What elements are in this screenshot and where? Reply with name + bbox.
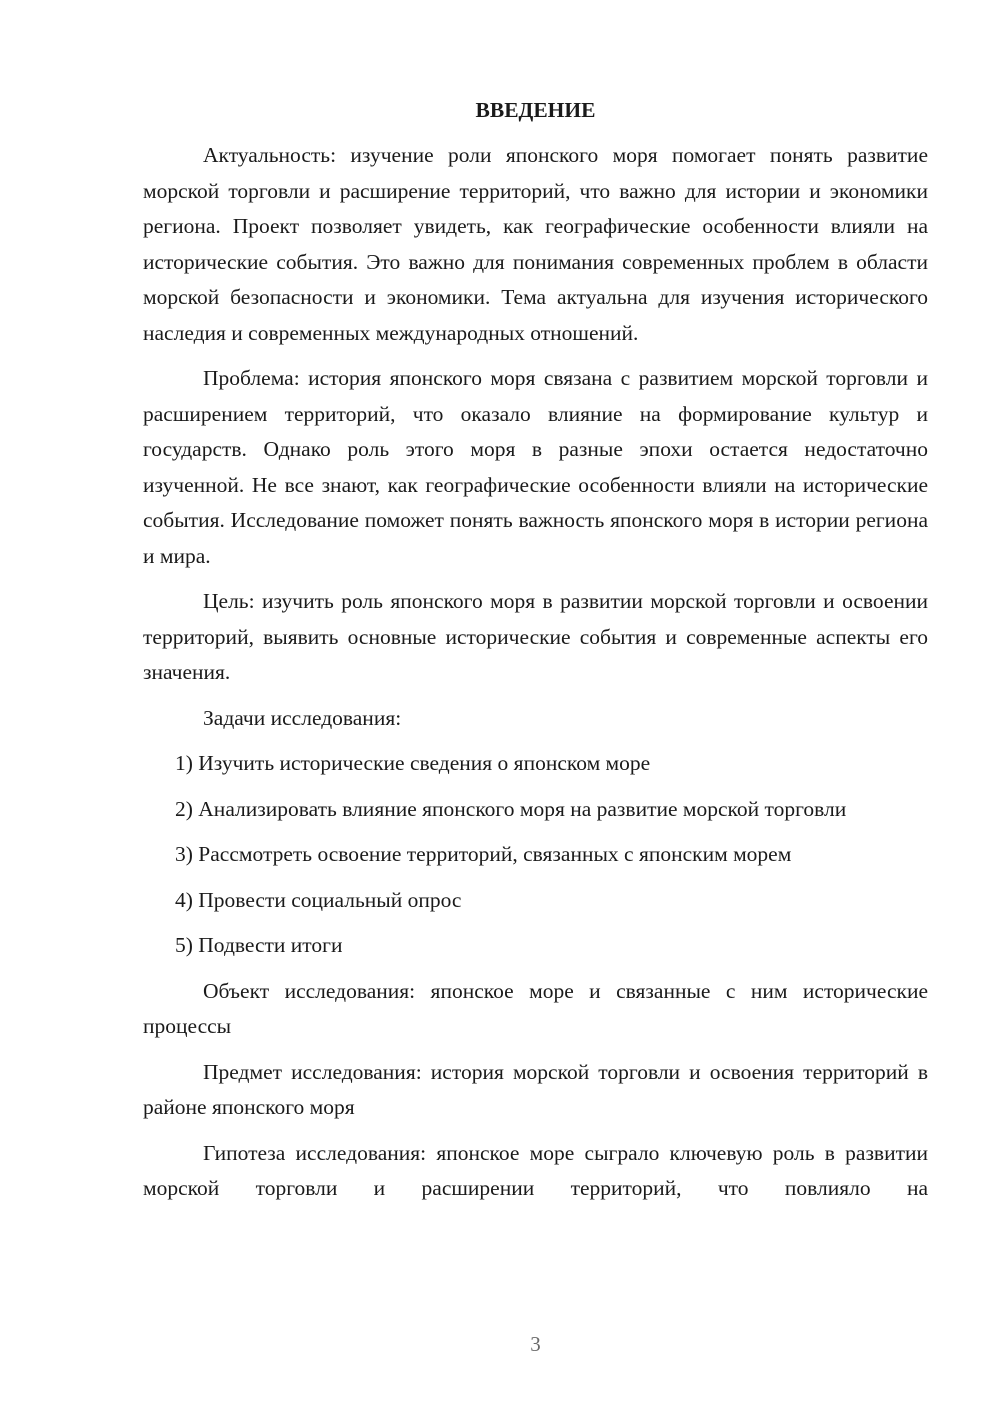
task-item-2: 2) Анализировать влияние японского моря на развитие морской торговли: [175, 796, 847, 821]
page-number: 3: [530, 1332, 541, 1356]
page-content: [143, 92, 928, 1217]
tasks-title: Задачи исследования:: [203, 705, 402, 730]
object-paragraph: Объект исследования: японское море и связанные с ним исторические процессы: [143, 978, 928, 1038]
task-item-5: 5) Подвести итоги: [175, 933, 343, 957]
hypothesis-paragraph: Гипотеза исследования: японское море сыграло ключевую роль в развитии морской торговли и расширении территорий, что повлияло на: [143, 1140, 928, 1200]
goal-paragraph: Цель: изучить роль японского моря в развитии морской торговли и освоении территорий, выявить основные исторические события и современные аспекты его значения.: [143, 589, 928, 684]
relevance-paragraph: Актуальность: изучение роли японского моря помогает понять развитие морской торговли и расширение территорий, что важно для истории и экономики региона. Проект позволяет увидеть, как географические особенности влияли на исторические события. Это важно для понимания современных проблем в области морской безопасности и экономики. Тема актуальна для изучения исторического наследия и современных международных отношений.: [143, 143, 928, 345]
task-item-4: 4) Провести социальный опрос: [175, 887, 462, 912]
task-item-1: 1) Изучить исторические сведения о японском море: [175, 751, 651, 775]
subject-paragraph: Предмет исследования: история морской торговли и освоения территорий в районе японского моря: [143, 1059, 928, 1119]
section-heading: ВВЕДЕНИЕ: [475, 98, 596, 122]
task-item-3: 3) Рассмотреть освоение территорий, связанных с японским морем: [175, 842, 792, 866]
problem-paragraph: Проблема: история японского моря связана с развитием морской торговли и расширением территорий, что оказало влияние на формирование культур и государств. Однако роль этого моря в разные эпохи остается недостаточно изученной. Не все знают, как географические особенности влияли на исторические события. Исследование поможет понять важность японского моря в истории региона и мира.: [143, 366, 928, 568]
